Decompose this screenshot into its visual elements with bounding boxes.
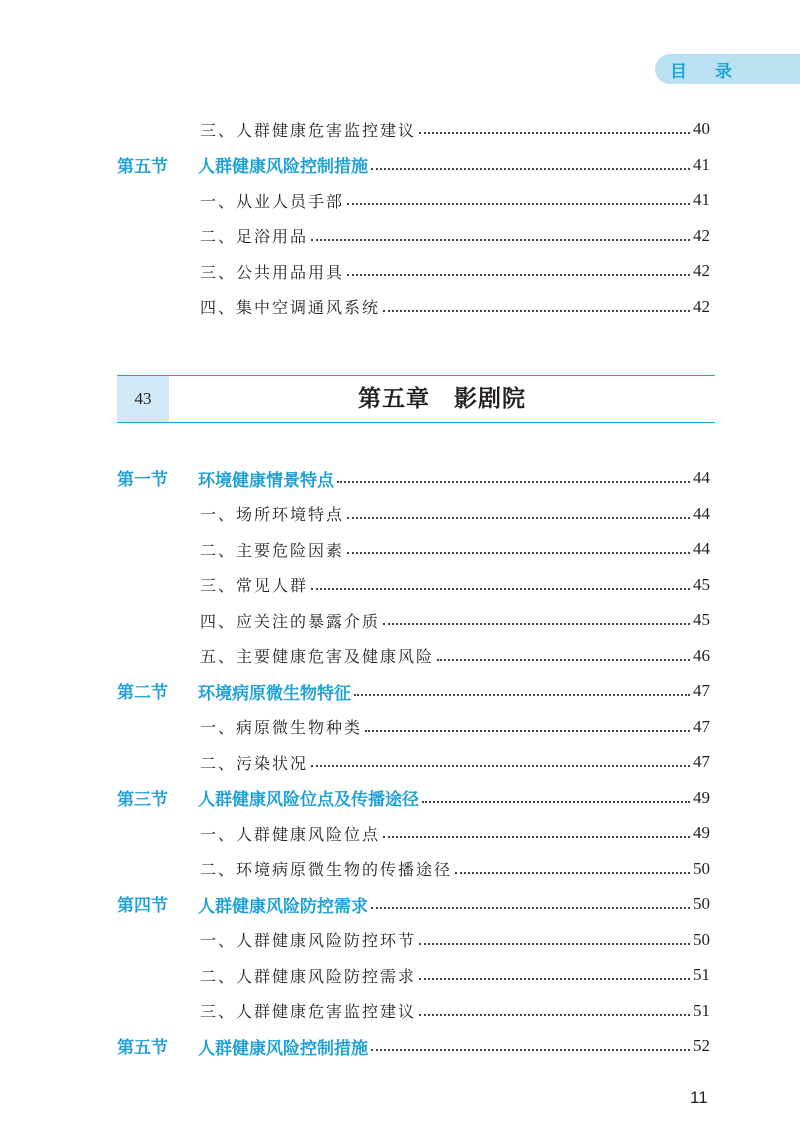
- entry-page-number: 45: [693, 574, 710, 594]
- dot-leader: [365, 730, 690, 732]
- toc-row: [200, 570, 710, 600]
- toc-item-entry[interactable]: [0, 641, 800, 671]
- entry-page-number: 47: [693, 752, 710, 771]
- entry-page-number: 41: [693, 154, 710, 174]
- chapter-title: 第五章 影剧院: [358, 385, 526, 412]
- dot-leader: [419, 978, 690, 980]
- dot-leader: [337, 481, 690, 483]
- toc-row: [198, 150, 710, 180]
- entry-title: 人群健康风险防控需求: [198, 896, 368, 917]
- entry-title: 二、污染状况: [200, 753, 309, 773]
- dot-leader: [419, 1014, 690, 1016]
- dot-leader: [383, 310, 690, 312]
- entry-title: 一、从业人员手部: [200, 191, 345, 211]
- entry-title: 五、主要健康危害及健康风险: [200, 647, 435, 666]
- toc-item-entry[interactable]: [0, 499, 800, 529]
- toc-item-entry[interactable]: [0, 221, 800, 251]
- dot-leader: [347, 203, 690, 205]
- toc-row: [200, 747, 710, 777]
- entry-title: 二、环境病原微生物的传播途径: [200, 860, 453, 879]
- entry-page-number: 44: [693, 468, 710, 487]
- toc-row: [200, 925, 710, 955]
- toc-section-entry[interactable]: [0, 889, 800, 919]
- dot-leader: [371, 1049, 690, 1051]
- toc-section-entry[interactable]: [0, 150, 800, 180]
- section-label: 第二节: [117, 683, 168, 703]
- toc-item-entry[interactable]: [0, 818, 800, 848]
- toc-row: [200, 854, 710, 884]
- dot-leader: [311, 239, 690, 241]
- section-label: 第三节: [117, 789, 168, 810]
- entry-page-number: 42: [693, 296, 710, 316]
- toc-item-entry[interactable]: [0, 605, 800, 635]
- entry-page-number: 44: [693, 503, 710, 523]
- entry-title: 一、场所环境特点: [200, 505, 345, 524]
- dot-leader: [383, 623, 690, 625]
- entry-page-number: 42: [693, 225, 710, 245]
- toc-item-entry[interactable]: [0, 114, 800, 144]
- page-number: 11: [690, 1088, 708, 1107]
- entry-page-number: 42: [693, 261, 710, 280]
- dot-leader: [371, 168, 690, 170]
- toc-header-label: 目 录: [670, 62, 743, 82]
- toc-row: [200, 114, 710, 144]
- entry-page-number: 49: [693, 823, 710, 842]
- dot-leader: [419, 132, 690, 134]
- chapter-page-number: 43: [117, 376, 169, 422]
- entry-page-number: 44: [693, 539, 710, 558]
- dot-leader: [311, 588, 690, 590]
- entry-title: 人群健康风险控制措施: [198, 1038, 368, 1059]
- dot-leader: [422, 801, 690, 803]
- entry-title: 一、人群健康风险防控环节: [200, 931, 417, 950]
- toc-item-entry[interactable]: [0, 185, 800, 215]
- toc-row: [198, 676, 710, 706]
- entry-title: 环境健康情景特点: [198, 470, 334, 491]
- dot-leader: [371, 907, 690, 909]
- toc-row: [200, 996, 710, 1026]
- toc-row: [200, 256, 710, 286]
- entry-page-number: 52: [693, 1036, 710, 1055]
- toc-item-entry[interactable]: [0, 960, 800, 990]
- entry-title: 四、集中空调通风系统: [200, 298, 381, 317]
- toc-row: [198, 889, 710, 919]
- toc-row: [200, 499, 710, 529]
- toc-row: [200, 292, 710, 322]
- entry-title: 环境病原微生物特征: [198, 683, 351, 704]
- dot-leader: [347, 552, 690, 554]
- dot-leader: [311, 765, 690, 767]
- entry-page-number: 51: [693, 1000, 710, 1020]
- toc-row: [198, 1031, 710, 1061]
- toc-section-entry[interactable]: [0, 676, 800, 706]
- section-label: 第五节: [117, 156, 168, 177]
- toc-item-entry[interactable]: [0, 747, 800, 777]
- toc-row: [200, 605, 710, 635]
- toc-row: [200, 221, 710, 251]
- entry-page-number: 41: [693, 190, 710, 209]
- toc-item-entry[interactable]: [0, 256, 800, 286]
- entry-title: 人群健康风险控制措施: [198, 157, 368, 177]
- toc-item-entry[interactable]: [0, 712, 800, 742]
- toc-section-entry[interactable]: [0, 783, 800, 813]
- toc-item-entry[interactable]: [0, 292, 800, 322]
- entry-title: 二、人群健康风险防控需求: [200, 966, 417, 986]
- toc-row: [200, 960, 710, 990]
- entry-title: 三、公共用品用具: [200, 262, 345, 282]
- toc-row: [198, 463, 710, 493]
- entry-title: 三、常见人群: [200, 576, 309, 595]
- toc-item-entry[interactable]: [0, 996, 800, 1026]
- toc-section-entry[interactable]: [0, 1031, 800, 1061]
- entry-page-number: 45: [693, 610, 710, 629]
- entry-title: 二、主要危险因素: [200, 540, 345, 560]
- entry-page-number: 51: [693, 965, 710, 984]
- section-label: 第四节: [117, 896, 168, 916]
- chapter-heading: [117, 375, 715, 423]
- toc-row: [200, 712, 710, 742]
- toc-row: [200, 641, 710, 671]
- entry-title: 一、人群健康风险位点: [200, 824, 381, 844]
- dot-leader: [455, 872, 690, 874]
- dot-leader: [383, 836, 690, 838]
- entry-page-number: 47: [693, 716, 710, 736]
- toc-row: [198, 783, 710, 813]
- entry-title: 一、病原微生物种类: [200, 718, 363, 737]
- toc-item-entry[interactable]: [0, 570, 800, 600]
- toc-item-entry[interactable]: [0, 925, 800, 955]
- section-label: 第一节: [117, 470, 168, 490]
- toc-item-entry[interactable]: [0, 854, 800, 884]
- toc-row: [200, 185, 710, 215]
- dot-leader: [354, 694, 690, 696]
- entry-page-number: 50: [693, 929, 710, 949]
- entry-title: 三、人群健康危害监控建议: [200, 120, 417, 140]
- toc-row: [200, 818, 710, 848]
- toc-header-tab: [655, 54, 800, 84]
- entry-page-number: 47: [693, 681, 710, 700]
- toc-row: [200, 534, 710, 564]
- entry-title: 三、人群健康危害监控建议: [200, 1002, 417, 1021]
- section-label: 第五节: [117, 1038, 168, 1058]
- entry-page-number: 46: [693, 645, 710, 665]
- entry-title: 人群健康风险位点及传播途径: [198, 790, 419, 810]
- entry-title: 四、应关注的暴露介质: [200, 611, 381, 631]
- entry-page-number: 50: [693, 894, 710, 913]
- entry-page-number: 49: [693, 787, 710, 807]
- dot-leader: [437, 659, 690, 661]
- toc-item-entry[interactable]: [0, 534, 800, 564]
- entry-title: 二、足浴用品: [200, 227, 309, 246]
- toc-section-entry[interactable]: [0, 463, 800, 493]
- dot-leader: [347, 517, 690, 519]
- dot-leader: [419, 943, 690, 945]
- entry-page-number: 40: [693, 119, 710, 138]
- entry-page-number: 50: [693, 858, 710, 878]
- dot-leader: [347, 274, 690, 276]
